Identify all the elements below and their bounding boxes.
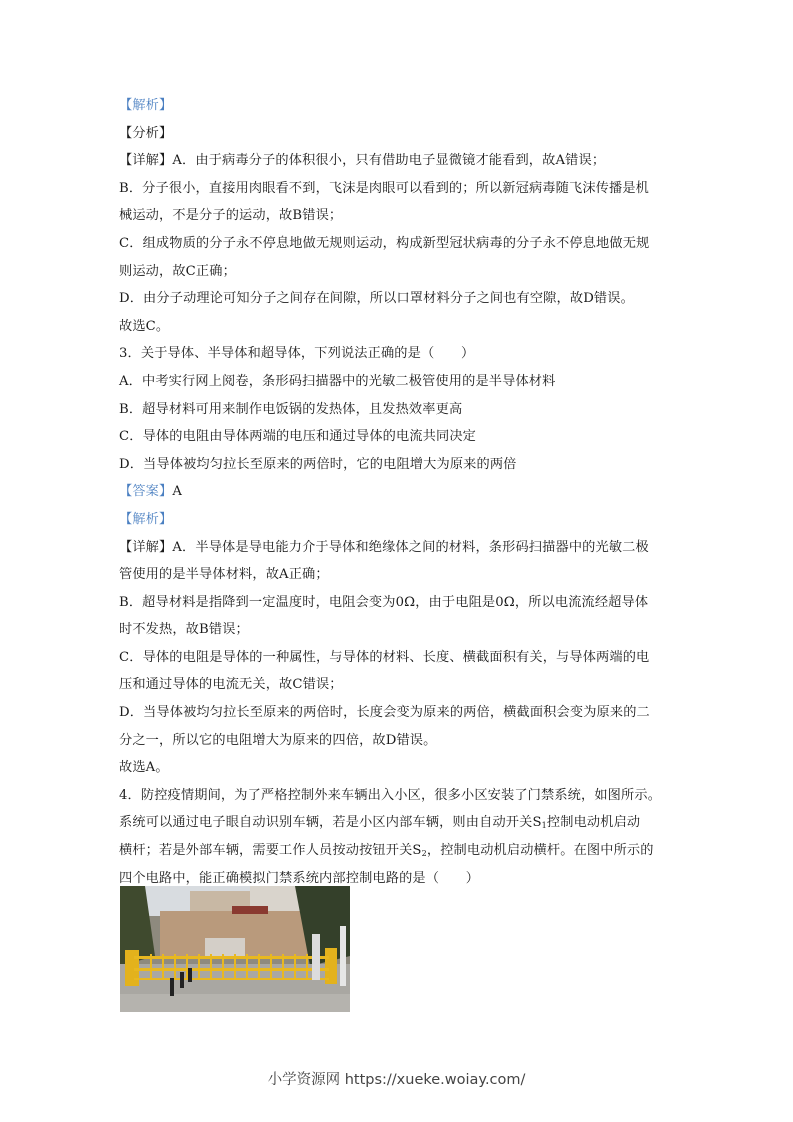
line-text: 时不发热，故B错误； — [119, 622, 249, 638]
line-text: D．当导体被均匀拉长至原来的两倍时，它的电阻增大为原来的两倍 — [119, 456, 517, 472]
text-line — [119, 809, 679, 837]
line-text: 械运动，不是分子的运动，故B错误； — [119, 208, 343, 224]
text-line — [119, 616, 679, 644]
line-text: 故选C。 — [119, 318, 170, 334]
line-text: 3．关于导体、半导体和超导体，下列说法正确的是（ ） — [119, 346, 475, 362]
text-line — [119, 699, 679, 727]
text-line — [119, 313, 679, 341]
line-text: D．当导体被均匀拉长至原来的两倍时，长度会变为原来的两倍，横截面积会变为原来的二 — [119, 705, 650, 721]
section-label: 【解析】 — [119, 511, 173, 527]
line-text: A．由于病毒分子的体积很小，只有借助电子显微镜才能看到，故A错误； — [172, 153, 606, 169]
text-line — [119, 644, 679, 672]
text-line — [119, 727, 679, 755]
text-line — [119, 506, 679, 534]
text-line — [119, 285, 679, 313]
line-text: C．组成物质的分子永不停息地做无规则运动，构成新型冠状病毒的分子永不停息地做无规 — [119, 235, 650, 251]
section-label: 【详解】 — [119, 539, 173, 555]
text-line — [119, 175, 679, 203]
line-text: B．超导材料是指降到一定温度时，电阻会变为0Ω，由于电阻是0Ω，所以电流流经超导体 — [119, 594, 649, 610]
section-label: 【分析】 — [119, 125, 173, 141]
line-text: D．由分子动理论可知分子之间存在间隙，所以口罩材料分子之间也有空隙，故D错误。 — [119, 291, 634, 307]
line-text: C．导体的电阻由导体两端的电压和通过导体的电流共同决定 — [119, 429, 477, 445]
text-line — [119, 258, 679, 286]
line-text: A．半导体是导电能力介于导体和绝缘体之间的材料，条形码扫描器中的光敏二极 — [172, 539, 649, 555]
line-text: B．分子很小，直接用肉眼看不到，飞沫是肉眼可以看到的；所以新冠病毒随飞沫传播是机 — [119, 180, 649, 196]
subscript: 2 — [421, 849, 427, 859]
footer-watermark: 小学资源网 https://xueke.woiay.com/ — [267, 1072, 526, 1088]
text-line — [119, 837, 679, 865]
line-text: B．超导材料可用来制作电饭锅的发热体，且发热效率更高 — [119, 401, 463, 417]
text-line — [119, 92, 679, 120]
section-label: 【答案】 — [119, 484, 173, 500]
text-line: 四个电路中，能正确模拟门禁系统内部控制电路的是（ ） — [119, 870, 480, 886]
line-text: 系统可以通过电子眼自动识别车辆，若是小区内部车辆，则由自动开关S — [119, 815, 542, 831]
text-line — [119, 754, 679, 782]
text-line — [119, 478, 679, 506]
line-text: 横杆；若是外部车辆，需要工作人员按动按钮开关S — [119, 843, 422, 859]
gate-barrier-illustration — [120, 886, 350, 1012]
text-line — [119, 120, 679, 148]
line-text: 则运动，故C正确； — [119, 263, 236, 279]
section-label: 【解析】 — [119, 98, 173, 113]
line-text: 控制电动机启动 — [546, 815, 641, 831]
text-line — [119, 396, 679, 424]
text-line — [119, 202, 679, 230]
line-text: ，控制电动机启动横杆。在图中所示的 — [426, 843, 654, 859]
text-line — [119, 230, 679, 258]
text-line — [119, 423, 679, 451]
line-text: 4．防控疫情期间，为了严格控制外来车辆出入小区，很多小区安装了门禁系统，如图所示。 — [119, 787, 662, 803]
line-text: 压和通过导体的电流无关，故C错误； — [119, 677, 343, 693]
gate-barrier-photo — [120, 886, 350, 1012]
text-line — [119, 671, 679, 699]
line-text: 分之一，所以它的电阻增大为原来的四倍，故D错误。 — [119, 732, 437, 748]
text-line — [119, 561, 679, 589]
text-line — [119, 589, 679, 617]
text-line — [119, 782, 679, 810]
text-line — [119, 340, 679, 368]
line-text: 管使用的是半导体材料，故A正确； — [119, 567, 329, 583]
line-text: C．导体的电阻是导体的一种属性，与导体的材料、长度、横截面积有关，与导体两端的电 — [119, 649, 650, 665]
text-line — [119, 451, 679, 479]
text-line — [119, 368, 679, 396]
text-line — [119, 534, 679, 562]
line-text: A — [172, 484, 183, 500]
line-text: 故选A。 — [119, 760, 169, 776]
document-body — [119, 92, 679, 892]
section-label: 【详解】 — [119, 153, 173, 169]
subscript: 1 — [541, 821, 547, 831]
text-line — [119, 147, 679, 175]
line-text: A．中考实行网上阅卷，条形码扫描器中的光敏二极管使用的是半导体材料 — [119, 373, 556, 389]
